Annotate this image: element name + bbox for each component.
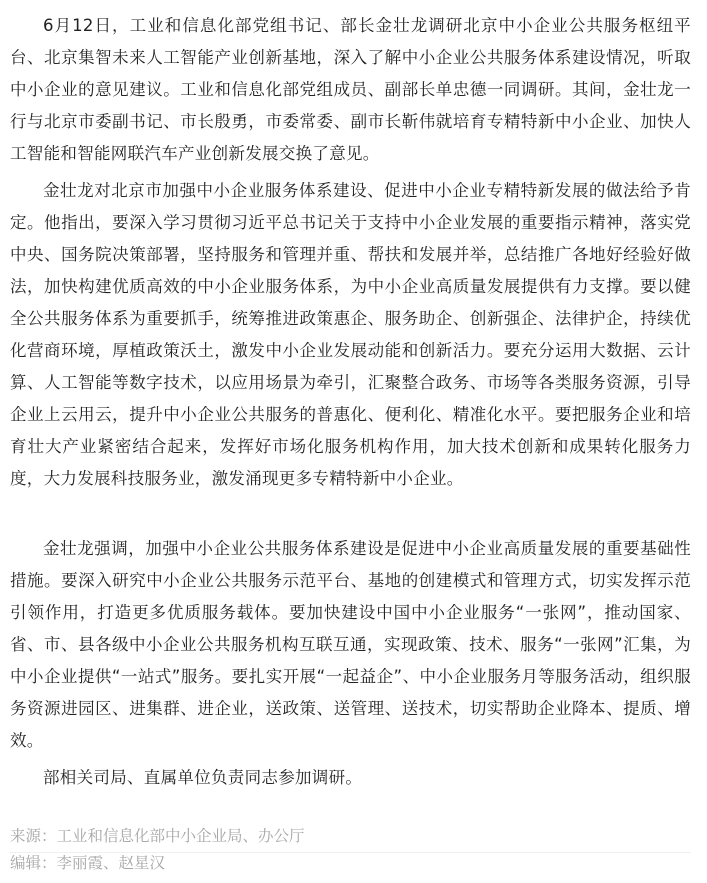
article-paragraph-3: 金壮龙强调，加强中小企业公共服务体系建设是促进中小企业高质量发展的重要基础性措施。要深入研究中小企业公共服务示范平台、基地的创建模式和管理方式，切实发挥示范引领作用，打造更多优质服务载体。要加快建设中国中小企业服务“一张网”，推动国家、省、市、县各级中小企业公共服务机构互联互通，实现政策、技术、服务“一张网”汇集，为中小企业提供“一站式”服务。要扎实开展“一起益企”、中小企业服务月等服务活动，组织服务资源进园区、进集群、进企业，送政策、送管理、送技术，切实帮助企业降本、提质、增效。 (10, 539, 691, 750)
article-paragraph-2: 金壮龙对北京市加强中小企业服务体系建设、促进中小企业专精特新发展的做法给予肯定。他指出，要深入学习贯彻习近平总书记关于支持中小企业发展的重要指示精神，落实党中央、国务院决策部署，坚持服务和管理并重、帮扶和发展并举，总结推广各地好经验好做法，加快构建优质高效的中小企业服务体系，为中小企业高质量发展提供有力支撑。要以健全公共服务体系为重要抓手，统筹推进政策惠企、服务助企、创新强企、法律护企，持续优化营商环境，厚植政策沃土，激发中小企业发展动能和创新活力。要充分运用大数据、云计算、人工智能等数字技术，以应用场景为牵引，汇聚整合政务、市场等各类服务资源，引导企业上云用云，提升中小企业公共服务的普惠化、便利化、精准化水平。要把服务企业和培育壮大产业紧密结合起来，发挥好市场化服务机构作用，加大技术创新和成果转化服务力度，大力发展科技服务业，激发涌现更多专精特新中小企业。 (10, 181, 691, 488)
article-source: 来源：工业和信息化部中小企业局、办公厅 (10, 822, 691, 853)
article-paragraph-4: 部相关司局、直属单位负责同志参加调研。 (43, 768, 363, 787)
article-editor: 编辑：李丽霞、赵星汉 (10, 854, 166, 872)
article-paragraph-1: 6月12日，工业和信息化部党组书记、部长金壮龙调研北京中小企业公共服务枢纽平台、北京集智未来人工智能产业创新基地，深入了解中小企业公共服务体系建设情况，听取中小企业的意见建议。工业和信息化部党组成员、副部长单忠德一同调研。其间，金壮龙一行与北京市委副书记、市长殷勇，市委常委、副市长靳伟就培育专精特新中小企业、加快人工智能和智能网联汽车产业创新发展交换了意见。 (10, 16, 691, 163)
